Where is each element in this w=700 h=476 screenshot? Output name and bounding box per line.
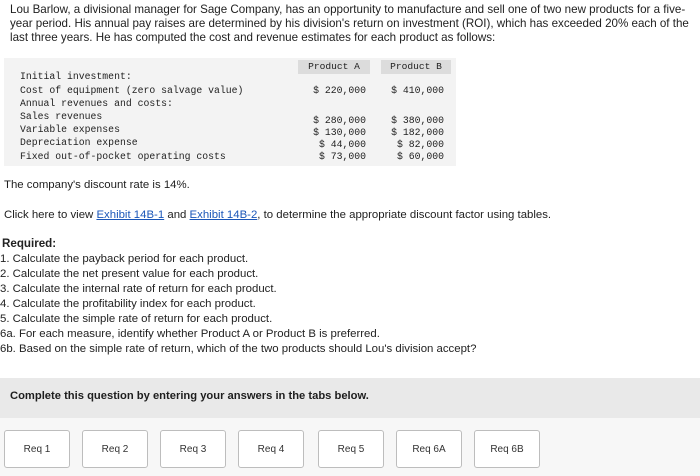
table-cell-a: $ 73,000: [318, 151, 366, 162]
table-row-label: Cost of equipment (zero salvage value): [20, 85, 244, 96]
table-row-label: Depreciation expense: [20, 137, 138, 148]
tab-req-2[interactable]: Req 2: [82, 430, 148, 468]
tab-req-3[interactable]: Req 3: [160, 430, 226, 468]
tab-req-1[interactable]: Req 1: [4, 430, 70, 468]
required-item: 1. Calculate the payback period for each product.: [0, 253, 249, 265]
problem-intro: Lou Barlow, a divisional manager for Sage Company, has an opportunity to manufacture and sell one of two new products for a five-year period. His annual pay raises are determined by his division's return on investment (ROI), which has exceeded 20% each of the last three years. He has computed the cost and revenue estimates for each product as follows:: [10, 3, 689, 44]
required-list: [0, 252, 476, 357]
column-header-product-b: Product B: [381, 60, 451, 74]
tab-req-6b[interactable]: Req 6B: [474, 430, 540, 468]
tab-req-6a[interactable]: Req 6A: [396, 430, 462, 468]
table-row-label: Variable expenses: [20, 124, 120, 135]
required-item: 4. Calculate the profitability index for each product.: [0, 298, 256, 310]
tab-req-4[interactable]: Req 4: [238, 430, 304, 468]
table-cell-b: $ 380,000: [391, 115, 444, 126]
click-suffix: , to determine the appropriate discount factor using tables.: [257, 209, 552, 221]
table-cell-b: $ 82,000: [396, 139, 444, 150]
table-cell-a: $ 130,000: [313, 127, 366, 138]
table-row-label: Annual revenues and costs:: [20, 98, 173, 109]
required-item: 3. Calculate the internal rate of return for each product.: [0, 283, 277, 295]
required-item: 6a. For each measure, identify whether Product A or Product B is preferred.: [0, 328, 380, 340]
table-row-label: Sales revenues: [20, 111, 103, 122]
required-item: 5. Calculate the simple rate of return for each product.: [0, 313, 273, 325]
click-prefix: Click here to view: [4, 209, 94, 221]
table-row-label: Initial investment:: [20, 71, 132, 82]
table-cell-a: $ 44,000: [318, 139, 366, 150]
exhibit-instructions: [4, 209, 551, 221]
tab-req-5[interactable]: Req 5: [318, 430, 384, 468]
column-header-product-a: Product A: [298, 60, 370, 74]
table-cell-a: $ 220,000: [313, 85, 366, 96]
table-cell-a: $ 280,000: [313, 115, 366, 126]
table-cell-b: $ 410,000: [391, 85, 444, 96]
click-and: and: [167, 209, 187, 221]
exhibit-14b-1-link[interactable]: Exhibit 14B-1: [96, 209, 165, 221]
table-row-label: Fixed out-of-pocket operating costs: [20, 151, 226, 162]
required-heading: Required:: [2, 237, 57, 250]
table-cell-b: $ 182,000: [391, 127, 444, 138]
complete-question-text: Complete this question by entering your answers in the tabs below.: [10, 390, 369, 402]
exhibit-14b-2-link[interactable]: Exhibit 14B-2: [189, 209, 258, 221]
required-item: 6b. Based on the simple rate of return, which of the two products should Lou's division accept?: [0, 343, 477, 355]
table-cell-b: $ 60,000: [396, 151, 444, 162]
required-item: 2. Calculate the net present value for each product.: [0, 268, 259, 280]
discount-rate-text: The company's discount rate is 14%.: [4, 179, 190, 191]
